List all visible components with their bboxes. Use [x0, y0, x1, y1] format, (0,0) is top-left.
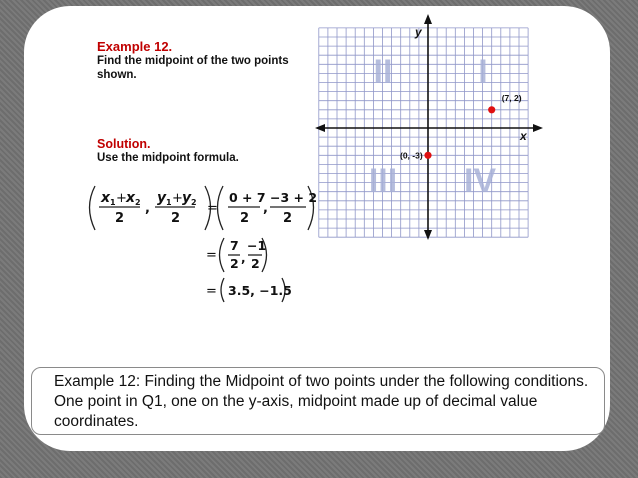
x-axis-arrow-right [533, 124, 543, 132]
sub-y1: 1 [166, 198, 172, 207]
point-label: (0, -3) [400, 150, 423, 161]
example-question: Find the midpoint of the two points shown. [97, 55, 289, 81]
grid-lines [319, 28, 528, 237]
sub-x2: 2 [135, 198, 141, 207]
point-label: (7, 2) [501, 92, 522, 103]
caption-box [31, 367, 605, 435]
comma-2: , [263, 201, 268, 216]
y-axis-arrow-up [424, 14, 432, 24]
den-y: 2 [171, 211, 181, 226]
solution-title: Solution. [97, 137, 151, 151]
quadrant-label-ii: II [373, 53, 393, 91]
plotted-points [400, 93, 522, 161]
caption-text: Example 12: Finding the Midpoint of two points under the following conditions. One point in Q1, one on the y-axis, midpoint made up of decimal value coordinates. [54, 373, 589, 430]
axes [315, 14, 543, 240]
equals-2: = [206, 248, 217, 263]
plus-y: + [172, 191, 183, 206]
var-y2: y [182, 190, 192, 206]
var-y1: y [157, 190, 167, 206]
solution-instruction: Use the midpoint formula. [97, 152, 239, 164]
var-x1: x [101, 190, 111, 206]
quadrant-label-iv: IV [463, 162, 497, 200]
example-title: Example 12. [97, 39, 173, 54]
quadrant-label-i: I [478, 53, 488, 91]
point-marker [424, 152, 431, 159]
step2-num-x: 7 [230, 238, 239, 253]
equals-1: = [207, 201, 218, 216]
x-axis-arrow-left [315, 124, 325, 132]
comma-1: , [145, 201, 150, 216]
step1-den-x: 2 [240, 211, 250, 226]
den-x: 2 [115, 211, 125, 226]
y-axis-label: y [415, 25, 422, 39]
point-marker [488, 106, 495, 113]
quadrant-label-iii: III [368, 162, 398, 200]
result-value: 3.5, −1.5 [228, 283, 292, 298]
var-x2: x [126, 190, 136, 206]
equals-3: = [206, 284, 217, 299]
plus-x: + [116, 191, 127, 206]
x-axis-label: x [520, 129, 527, 143]
step1-num-x: 0 + 7 [229, 190, 266, 205]
sub-y2: 2 [191, 198, 197, 207]
y-axis-arrow-down [424, 230, 432, 240]
step1-den-y: 2 [283, 211, 293, 226]
step2-den-y: 2 [251, 256, 260, 271]
sub-x1: 1 [110, 198, 116, 207]
step2-den-x: 2 [230, 256, 239, 271]
comma-3: , [241, 251, 246, 265]
step1-num-y: −3 + 2 [270, 190, 318, 205]
step2-num-y: −1 [247, 238, 267, 253]
